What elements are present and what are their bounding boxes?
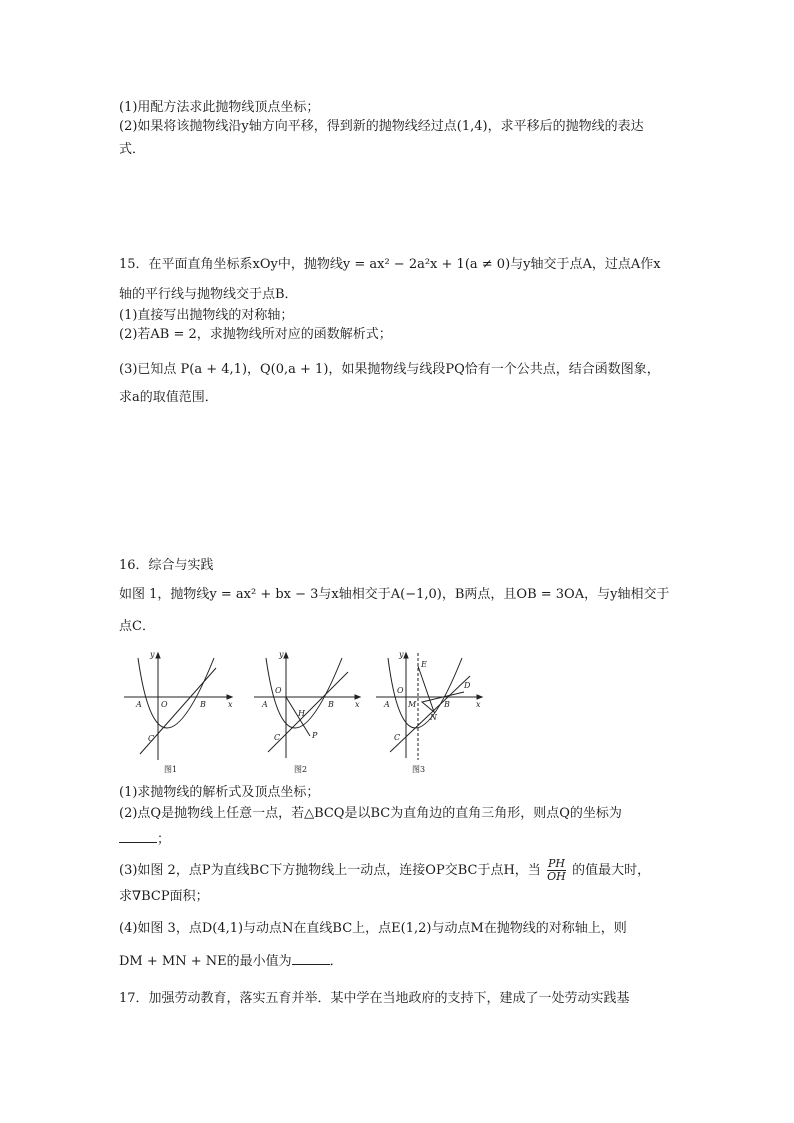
label-y: y — [399, 650, 404, 659]
q16-title: 16．综合与实践 — [119, 558, 214, 573]
figure-2 — [248, 648, 366, 776]
q16-part2-semicolon: ； — [157, 832, 171, 847]
q16-part3-text: (3)如图 2，点P为直线BC下方抛物线上一动点，连接OP交BC于点H，当 — [119, 863, 541, 878]
figure-1 — [118, 648, 236, 776]
q15-part1: (1)直接写出抛物线的对称轴； — [119, 308, 294, 323]
label-o: O — [161, 700, 168, 709]
figure-3 — [372, 648, 487, 776]
q14-part2: (2)如果将该抛物线沿y轴方向平移，得到新的抛物线经过点(1,4)，求平移后的抛物线的表达 — [119, 119, 644, 134]
label-d: D — [464, 681, 471, 690]
x-axis-arrow — [477, 695, 482, 699]
x-axis-arrow — [227, 695, 232, 699]
label-e: E — [421, 660, 427, 669]
label-b: B — [444, 700, 450, 709]
label-b: B — [328, 700, 334, 709]
label-m: M — [408, 700, 417, 709]
label-x: x — [476, 700, 481, 709]
q16-part2-answer — [119, 830, 170, 848]
label-a: A — [262, 700, 268, 709]
label-y: y — [279, 650, 284, 659]
q17-stem: 17．加强劳动教育，落实五育并举．某中学在当地政府的支持下，建成了一处劳动实践基 — [119, 991, 630, 1006]
q16-part4-answer — [119, 952, 343, 970]
q16-part4-expr: DM + MN + NE的最小值为 — [119, 954, 292, 969]
label-c: C — [274, 733, 281, 742]
label-h: H — [298, 709, 305, 718]
parabola — [138, 658, 214, 728]
q16-part4: (4)如图 3，点D(4,1)与动点N在直线BC上，点E(1,2)与动点M在抛物线的对称轴上，则 — [119, 921, 627, 936]
answer-blank[interactable] — [119, 830, 157, 843]
q15-part3: (3)已知点 P(a + 4,1)，Q(0,a + 1)，如果抛物线与线段PQ恰有一个公共点，结合函数图象， — [119, 362, 660, 377]
q16-part2: (2)点Q是抛物线上任意一点，若△BCQ是以BC为直角边的直角三角形，则点Q的坐标为 — [119, 806, 622, 821]
figure-3-caption: 图3 — [412, 765, 426, 774]
y-axis-arrow — [404, 653, 408, 658]
q14-part1: (1)用配方法求此抛物线顶点坐标； — [119, 100, 320, 115]
label-y: y — [150, 650, 155, 659]
label-a: A — [136, 700, 142, 709]
q15-stem-cont: 轴的平行线与抛物线交于点B． — [119, 287, 298, 302]
y-axis-arrow — [156, 653, 160, 658]
q14-part2-end: 式． — [119, 142, 146, 157]
fraction-ph-oh — [547, 858, 566, 883]
label-c: C — [148, 734, 155, 743]
label-p: P — [312, 731, 318, 740]
q16-part3-text-end: 的值最大时， — [572, 863, 651, 878]
label-x: x — [355, 700, 360, 709]
q16-part3-end: 求∇BCP面积； — [119, 889, 209, 904]
label-n: N — [430, 713, 437, 722]
q16-part3 — [119, 858, 650, 883]
answer-blank[interactable] — [292, 952, 330, 965]
q15-part2: (2)若AB = 2，求抛物线所对应的函数解析式； — [119, 327, 392, 342]
q16-part4-period: ． — [329, 954, 343, 969]
label-x: x — [228, 700, 233, 709]
q16-stem-cont: 点C． — [119, 619, 155, 634]
fraction-numerator: PH — [547, 857, 565, 870]
fraction-denominator: OH — [547, 870, 566, 883]
q15-stem: 15．在平面直角坐标系xOy中，抛物线y = ax² − 2a²x + 1(a ≠ 0)与y轴交于点A，过点A作x — [119, 257, 661, 272]
figure-1-caption: 图1 — [164, 765, 178, 774]
label-c: C — [394, 733, 401, 742]
label-a: A — [384, 700, 390, 709]
path-e-n-m-d — [418, 666, 464, 712]
figure-2-caption: 图2 — [294, 765, 308, 774]
q16-part1: (1)求抛物线的解析式及顶点坐标； — [119, 785, 320, 800]
label-o: O — [397, 686, 404, 695]
label-o: O — [275, 686, 282, 695]
x-axis-arrow — [355, 695, 360, 699]
q15-part3-end: 求a的取值范围． — [119, 390, 218, 405]
y-axis-arrow — [284, 653, 288, 658]
label-b: B — [200, 700, 206, 709]
q16-stem: 如图 1，抛物线y = ax² + bx − 3与x轴相交于A(−1,0)，B两点，且OB = 3OA，与y轴相交于 — [119, 587, 670, 602]
